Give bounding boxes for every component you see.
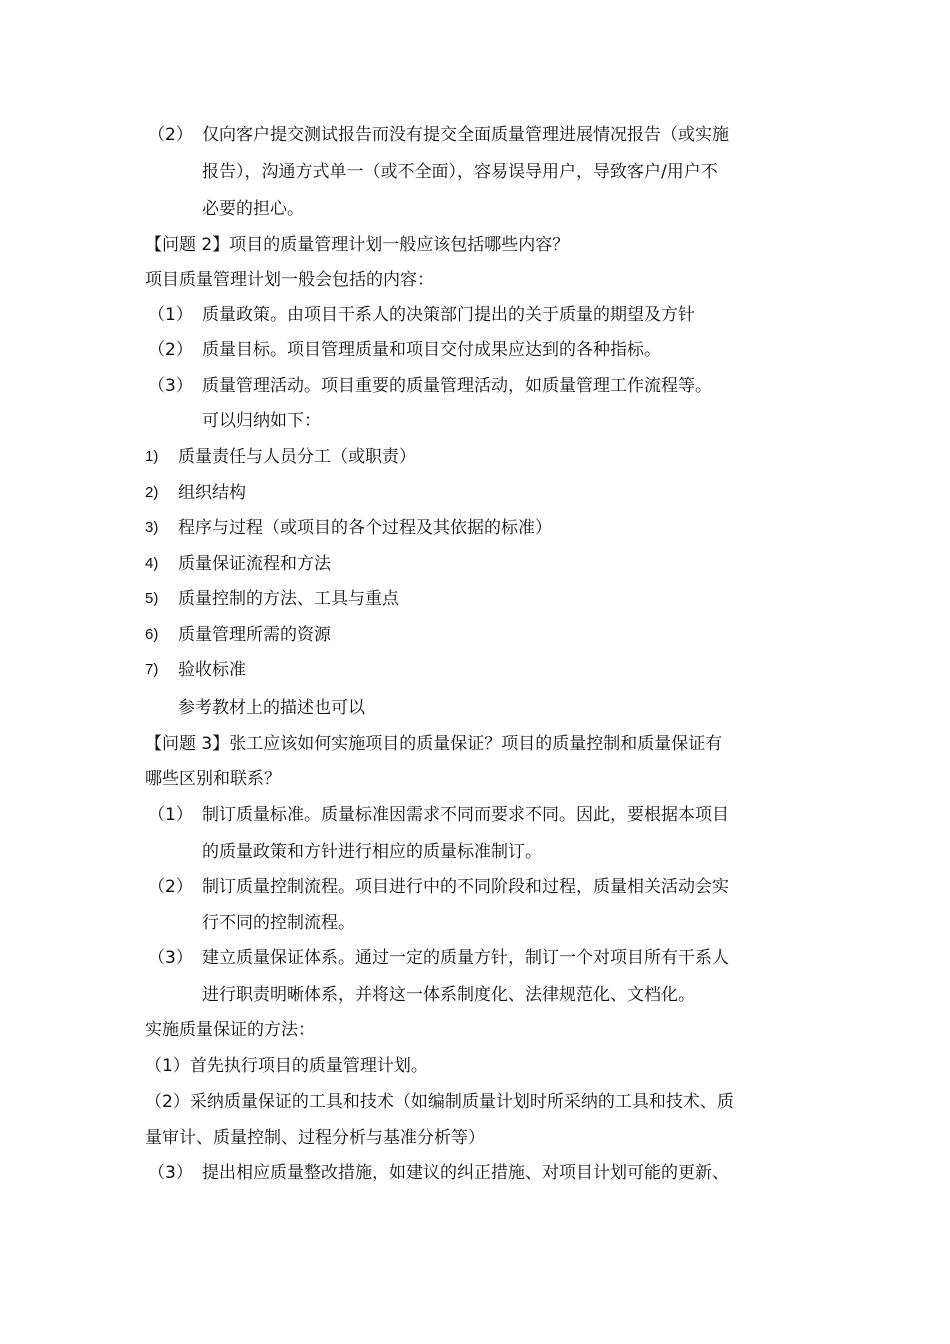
reference-note: 参考教材上的描述也可以: [178, 698, 365, 718]
list-item: 质量管理所需的资源: [178, 625, 331, 645]
list-item: 质量控制的方法、工具与重点: [178, 589, 399, 609]
list-item: 验收标准: [178, 660, 246, 680]
item-number: （3）: [148, 376, 193, 396]
paragraph-line: 行不同的控制流程。: [202, 913, 355, 933]
list-number: 4): [145, 555, 159, 572]
list-number: 3): [145, 519, 159, 536]
question-2-heading: 【问题 2】项目的质量管理计划一般应该包括哪些内容？: [145, 235, 570, 255]
item-number: （1）: [148, 305, 193, 325]
list-number: 1): [145, 448, 159, 465]
list-item: 质量目标。项目管理质量和项目交付成果应达到的各种指标。: [202, 340, 661, 360]
item-number: （2）: [148, 125, 193, 145]
summary-line: 可以归纳如下：: [202, 411, 321, 431]
paragraph-line: 必要的担心。: [202, 199, 304, 219]
list-number: 7): [145, 661, 159, 678]
methods-heading: 实施质量保证的方法：: [145, 1020, 315, 1040]
list-item: 质量责任与人员分工（或职责）: [178, 447, 416, 467]
list-item: 程序与过程（或项目的各个过程及其依据的标准）: [178, 518, 552, 538]
item-number: （3）: [148, 948, 193, 968]
question-3-heading: 【问题 3】张工应该如何实施项目的质量保证？项目的质量控制和质量保证有: [145, 734, 723, 754]
item-number: （1）: [148, 805, 193, 825]
question-2-intro: 项目质量管理计划一般会包括的内容：: [145, 270, 434, 290]
paragraph-line: 制订质量控制流程。项目进行中的不同阶段和过程，质量相关活动会实: [202, 877, 729, 897]
method-item: 提出相应质量整改措施，如建议的纠正措施、对项目计划可能的更新、: [202, 1163, 729, 1183]
method-item: （1）首先执行项目的质量管理计划。: [145, 1056, 428, 1076]
list-number: 6): [145, 626, 159, 643]
paragraph-line: 建立质量保证体系。通过一定的质量方针，制订一个对项目所有干系人: [202, 948, 729, 968]
list-number: 2): [145, 484, 159, 501]
list-item: 质量管理活动。项目重要的质量管理活动，如质量管理工作流程等。: [202, 376, 712, 396]
item-number: （2）: [148, 340, 193, 360]
method-item-continued: 量审计、质量控制、过程分析与基准分析等）: [145, 1128, 485, 1148]
list-item: 组织结构: [178, 483, 246, 503]
item-number: （2）: [148, 877, 193, 897]
list-item: 质量政策。由项目干系人的决策部门提出的关于质量的期望及方针: [202, 305, 695, 325]
method-item: （2）采纳质量保证的工具和技术（如编制质量计划时所采纳的工具和技术、质: [145, 1092, 734, 1112]
list-number: 5): [145, 590, 159, 607]
list-item: 质量保证流程和方法: [178, 554, 331, 574]
question-3-heading-continued: 哪些区别和联系？: [145, 769, 281, 789]
item-number: （3）: [148, 1163, 193, 1183]
paragraph-line: 进行职责明晰体系，并将这一体系制度化、法律规范化、文档化。: [202, 985, 695, 1005]
paragraph-line: 制订质量标准。质量标准因需求不同而要求不同。因此，要根据本项目: [202, 805, 729, 825]
paragraph-line: 报告），沟通方式单一（或不全面），容易误导用户，导致客户/用户不: [202, 162, 718, 182]
paragraph-line: 仅向客户提交测试报告而没有提交全面质量管理进展情况报告（或实施: [202, 125, 729, 145]
paragraph-line: 的质量政策和方针进行相应的质量标准制订。: [202, 842, 542, 862]
